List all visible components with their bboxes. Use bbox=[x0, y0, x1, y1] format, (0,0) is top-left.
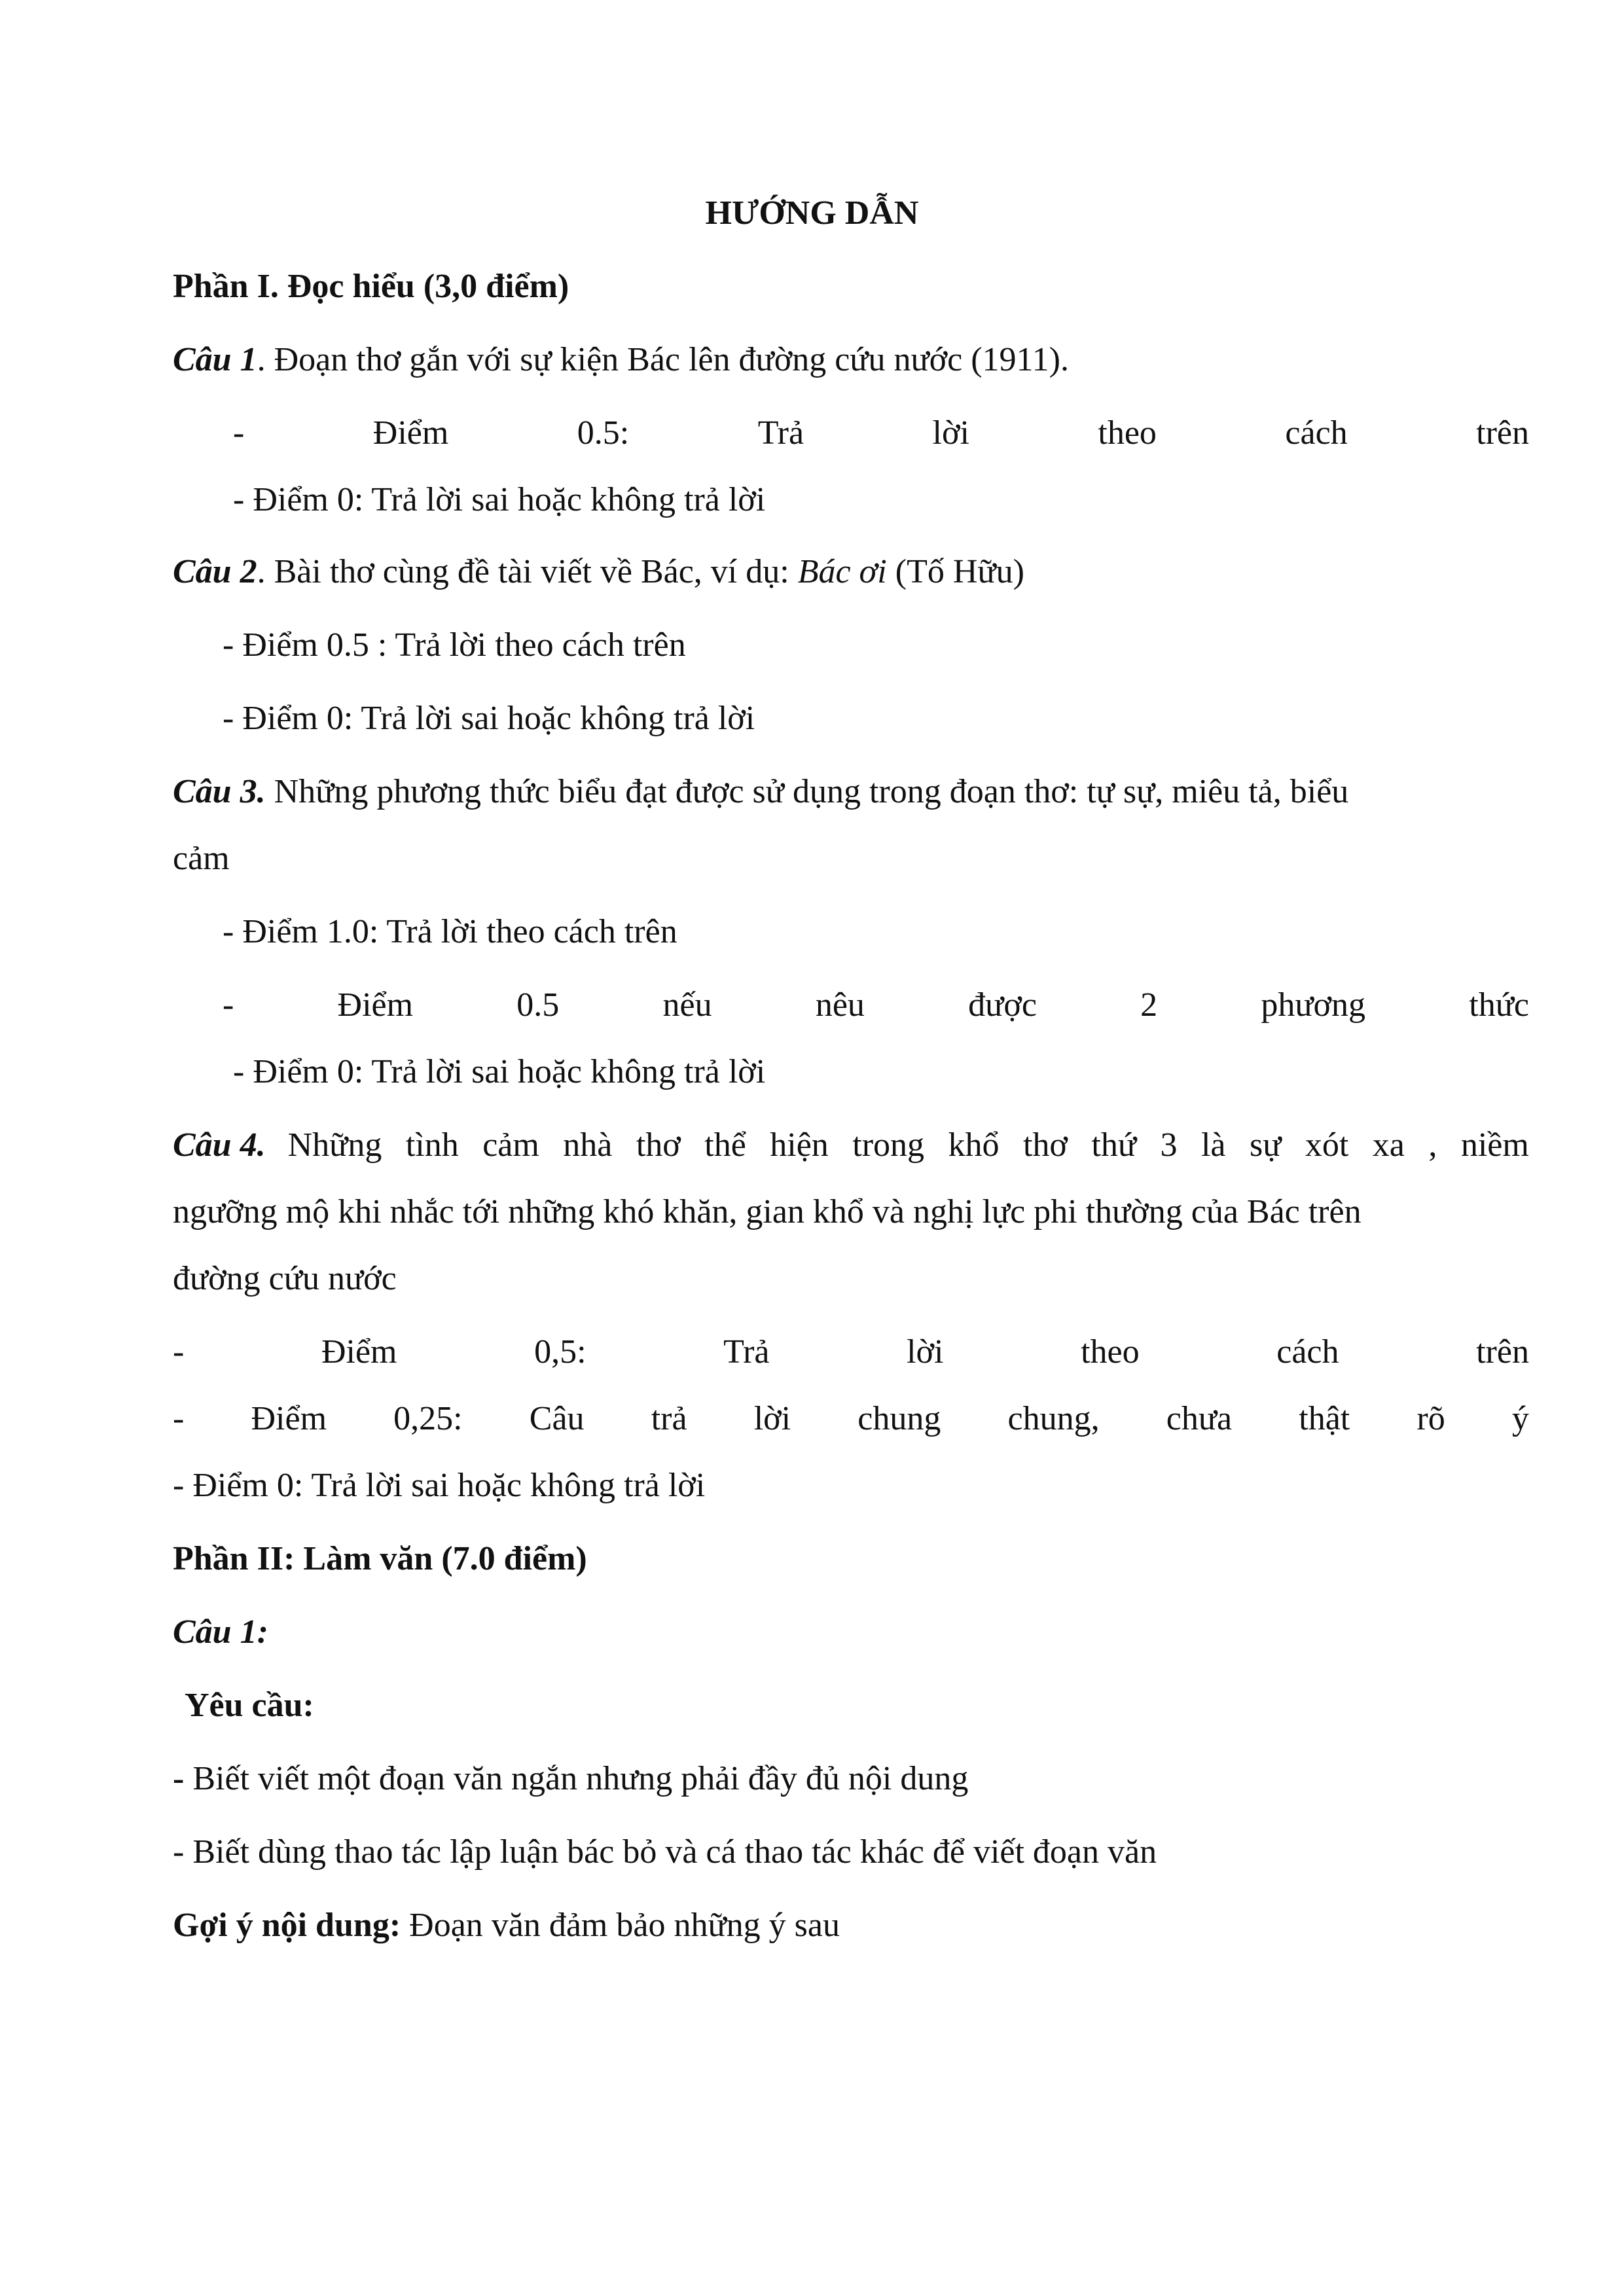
word: tình bbox=[405, 1126, 459, 1164]
q1-score-full bbox=[233, 416, 1529, 450]
word: chung, bbox=[1007, 1400, 1100, 1437]
word: sự bbox=[1249, 1126, 1282, 1164]
q2-label: Câu 2 bbox=[173, 553, 257, 590]
word: được bbox=[968, 986, 1037, 1024]
word: trên bbox=[1476, 1333, 1529, 1371]
word: Câu bbox=[529, 1400, 585, 1437]
word: Những bbox=[287, 1126, 382, 1164]
word: thể bbox=[704, 1126, 746, 1164]
word: Điểm bbox=[251, 1400, 327, 1437]
word: phương bbox=[1261, 986, 1366, 1024]
word: ý bbox=[1511, 1400, 1529, 1437]
q4-text-line3: đường cứu nước bbox=[173, 1260, 397, 1297]
word: rõ bbox=[1416, 1400, 1445, 1437]
q4-score-full bbox=[173, 1335, 1529, 1369]
q2-text-after: (Tố Hữu) bbox=[886, 553, 1024, 590]
q4-line1 bbox=[173, 1128, 1529, 1162]
word: trả bbox=[651, 1400, 687, 1437]
part1-heading: Phần I. Đọc hiểu (3,0 điểm) bbox=[173, 268, 569, 305]
word: cảm bbox=[482, 1126, 539, 1164]
word: Điểm bbox=[337, 986, 414, 1024]
q2-text-before: . Bài thơ cùng đề tài viết về Bác, ví dụ: bbox=[257, 553, 798, 590]
word: khổ bbox=[948, 1126, 1000, 1164]
word: - bbox=[173, 1333, 185, 1371]
q2-poem-title: Bác ơi bbox=[797, 553, 887, 590]
content-hint-label: Gợi ý nội dung: bbox=[173, 1907, 401, 1944]
word: nêu bbox=[815, 986, 865, 1024]
word: , bbox=[1428, 1126, 1437, 1164]
word: 2 bbox=[1140, 986, 1158, 1024]
word: 0,5: bbox=[534, 1333, 586, 1371]
word: lời bbox=[753, 1400, 791, 1437]
requirement-1 bbox=[173, 1762, 968, 1796]
requirement-2: - Biết dùng thao tác lập luận bác bỏ và cá thao tác khác để viết đoạn văn bbox=[173, 1833, 1157, 1871]
word: thật bbox=[1299, 1400, 1350, 1437]
word: 3 bbox=[1160, 1126, 1178, 1164]
word: Điểm bbox=[372, 414, 449, 452]
page-title: HƯỚNG DẪN bbox=[705, 194, 919, 232]
word: theo bbox=[1098, 414, 1157, 452]
q4-text-line1 bbox=[288, 1128, 1529, 1162]
q3-line1 bbox=[173, 775, 1348, 809]
word: cách bbox=[1285, 414, 1348, 452]
word: 0.5: bbox=[577, 414, 630, 452]
word: thứ bbox=[1091, 1126, 1137, 1164]
q4-label: Câu 4. bbox=[173, 1126, 266, 1164]
q4-text-line2: ngưỡng mộ khi nhắc tới những khó khăn, gian khổ và nghị lực phi thường của Bác trên bbox=[173, 1193, 1362, 1230]
word: Điểm bbox=[321, 1333, 397, 1371]
word: thơ bbox=[1022, 1126, 1068, 1164]
q2-score-full: - Điểm 0.5 : Trả lời theo cách trên bbox=[223, 626, 686, 664]
word: Trả bbox=[757, 414, 804, 452]
q3-label: Câu 3. bbox=[173, 773, 266, 810]
q3-score-zero: - Điểm 0: Trả lời sai hoặc không trả lời bbox=[233, 1053, 766, 1090]
word: theo bbox=[1081, 1333, 1140, 1371]
q2-score-zero: - Điểm 0: Trả lời sai hoặc không trả lời bbox=[223, 700, 755, 737]
q3-score-full: - Điểm 1.0: Trả lời theo cách trên bbox=[223, 913, 677, 950]
word: niềm bbox=[1460, 1126, 1529, 1164]
word: trên bbox=[1476, 414, 1529, 452]
word: lời bbox=[932, 414, 969, 452]
content-hint bbox=[173, 1909, 840, 1943]
requirement-1-text: Biết viết một đoạn văn ngắn nhưng phải đầy đủ nội dung bbox=[184, 1760, 969, 1797]
word: xa bbox=[1372, 1126, 1405, 1164]
q1-line bbox=[173, 343, 1069, 377]
q1-score-zero: - Điểm 0: Trả lời sai hoặc không trả lời bbox=[233, 481, 766, 518]
word: hiện bbox=[770, 1126, 829, 1164]
part2-q1-label: Câu 1: bbox=[173, 1613, 268, 1651]
word: nếu bbox=[662, 986, 712, 1024]
word: 0.5 bbox=[516, 986, 560, 1024]
word: chưa bbox=[1166, 1400, 1233, 1437]
word: - bbox=[233, 414, 245, 452]
word: lời bbox=[907, 1333, 944, 1371]
q3-score-partial bbox=[223, 988, 1529, 1022]
word: cách bbox=[1276, 1333, 1339, 1371]
word: thức bbox=[1469, 986, 1529, 1024]
q1-label: Câu 1 bbox=[173, 341, 257, 378]
part2-heading: Phần II: Làm văn (7.0 điểm) bbox=[173, 1540, 587, 1577]
word: xót bbox=[1305, 1126, 1349, 1164]
q2-line bbox=[173, 555, 1024, 589]
q4-score-partial bbox=[173, 1402, 1529, 1436]
word: trong bbox=[852, 1126, 925, 1164]
word: là bbox=[1200, 1126, 1226, 1164]
requirement-1-dash: - bbox=[173, 1760, 185, 1797]
word: Trả bbox=[723, 1333, 770, 1371]
q4-score-zero: - Điểm 0: Trả lời sai hoặc không trả lời bbox=[173, 1467, 706, 1504]
word: chung bbox=[857, 1400, 941, 1437]
content-hint-text: Đoạn văn đảm bảo những ý sau bbox=[401, 1907, 840, 1944]
q3-text-line2: cảm bbox=[173, 840, 230, 877]
word: nhà bbox=[563, 1126, 613, 1164]
requirements-heading: Yêu cầu: bbox=[185, 1687, 314, 1724]
q1-text: . Đoạn thơ gắn với sự kiện Bác lên đường cứu nước (1911). bbox=[257, 341, 1069, 378]
word: 0,25: bbox=[393, 1400, 463, 1437]
q3-text-line1: Những phương thức biểu đạt được sử dụng trong đoạn thơ: tự sự, miêu tả, biểu bbox=[265, 773, 1349, 810]
word: - bbox=[223, 986, 234, 1024]
word: - bbox=[173, 1400, 185, 1437]
word: thơ bbox=[636, 1126, 681, 1164]
